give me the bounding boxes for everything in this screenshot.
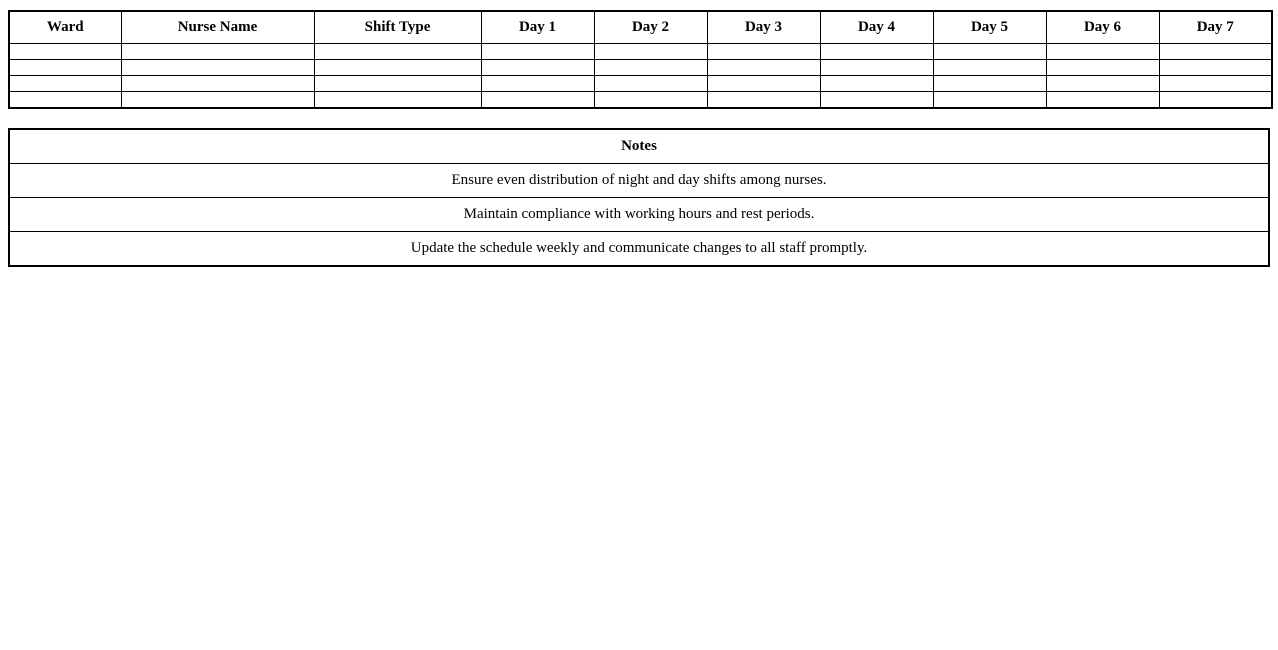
schedule-empty-cell [933, 44, 1046, 60]
schedule-empty-cell [1159, 44, 1272, 60]
schedule-empty-cell [9, 76, 121, 92]
column-header-day-1: Day 1 [481, 11, 594, 44]
column-header-shift-type: Shift Type [314, 11, 481, 44]
schedule-empty-cell [314, 44, 481, 60]
schedule-empty-cell [314, 92, 481, 109]
schedule-empty-cell [314, 60, 481, 76]
notes-header: Notes [9, 129, 1269, 164]
document-page [0, 10, 1278, 650]
schedule-empty-cell [1159, 76, 1272, 92]
note-text-3: Update the schedule weekly and communicate changes to all staff promptly. [9, 232, 1269, 267]
schedule-empty-cell [594, 92, 707, 109]
note-text-1: Ensure even distribution of night and day shifts among nurses. [9, 164, 1269, 198]
schedule-empty-row [9, 76, 1272, 92]
schedule-empty-cell [9, 44, 121, 60]
schedule-table [8, 10, 1273, 109]
schedule-empty-cell [594, 44, 707, 60]
column-header-day-3: Day 3 [707, 11, 820, 44]
schedule-empty-cell [820, 44, 933, 60]
schedule-empty-cell [314, 76, 481, 92]
schedule-empty-cell [1046, 60, 1159, 76]
schedule-empty-row [9, 60, 1272, 76]
column-header-day-7: Day 7 [1159, 11, 1272, 44]
schedule-empty-cell [481, 92, 594, 109]
schedule-empty-cell [1159, 92, 1272, 109]
schedule-empty-cell [121, 44, 314, 60]
schedule-empty-cell [594, 76, 707, 92]
column-header-ward: Ward [9, 11, 121, 44]
schedule-empty-row [9, 92, 1272, 109]
schedule-header-row [9, 11, 1272, 44]
schedule-empty-cell [9, 60, 121, 76]
schedule-empty-cell [707, 92, 820, 109]
schedule-empty-cell [594, 60, 707, 76]
column-header-day-2: Day 2 [594, 11, 707, 44]
note-row [9, 232, 1269, 267]
schedule-empty-cell [820, 92, 933, 109]
schedule-empty-rows [9, 44, 1272, 109]
schedule-empty-cell [707, 76, 820, 92]
note-text-2: Maintain compliance with working hours and rest periods. [9, 198, 1269, 232]
schedule-empty-cell [820, 76, 933, 92]
column-header-nurse-name: Nurse Name [121, 11, 314, 44]
schedule-empty-cell [481, 76, 594, 92]
schedule-empty-cell [933, 92, 1046, 109]
schedule-empty-cell [481, 44, 594, 60]
schedule-empty-cell [707, 60, 820, 76]
schedule-empty-cell [1046, 76, 1159, 92]
note-row [9, 164, 1269, 198]
schedule-empty-cell [1046, 92, 1159, 109]
schedule-empty-cell [820, 60, 933, 76]
schedule-empty-cell [933, 60, 1046, 76]
column-header-day-5: Day 5 [933, 11, 1046, 44]
schedule-empty-cell [481, 60, 594, 76]
schedule-empty-cell [1046, 44, 1159, 60]
column-header-day-4: Day 4 [820, 11, 933, 44]
note-row [9, 198, 1269, 232]
schedule-empty-cell [121, 60, 314, 76]
notes-table [8, 128, 1270, 267]
schedule-empty-cell [9, 92, 121, 109]
column-header-day-6: Day 6 [1046, 11, 1159, 44]
schedule-empty-cell [933, 76, 1046, 92]
schedule-empty-cell [707, 44, 820, 60]
schedule-empty-row [9, 44, 1272, 60]
schedule-empty-cell [121, 76, 314, 92]
notes-header-row [9, 129, 1269, 164]
schedule-empty-cell [121, 92, 314, 109]
schedule-empty-cell [1159, 60, 1272, 76]
